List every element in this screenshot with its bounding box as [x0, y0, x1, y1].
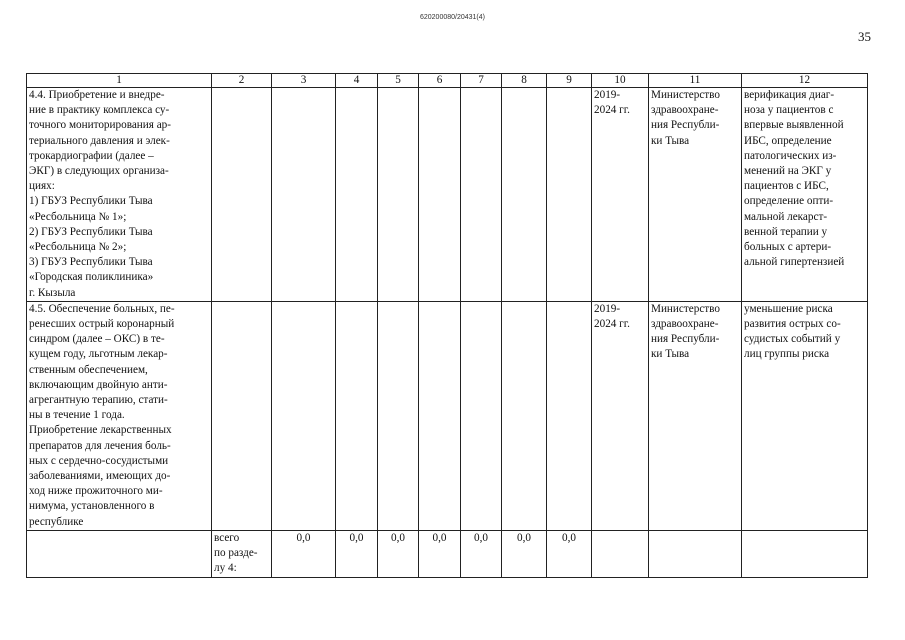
result-cell: верификация диаг- ноза у пациентов с впервые выявленной ИБС, определение патологических из- менений на ЭКГ у пациентов с ИБС, определение опти- мальной лекарст- венной терапии у больных с артери- альной гипертензией [742, 88, 868, 302]
column-number: 1 [27, 74, 212, 88]
column-number: 11 [649, 74, 742, 88]
total-label: всего по разде- лу 4: [212, 530, 272, 577]
empty-cell [502, 88, 547, 302]
column-number: 12 [742, 74, 868, 88]
table-row [27, 301, 868, 530]
measures-table [26, 73, 868, 578]
executor-cell: Министерство здравоохране- ния Республи- ки Тыва [649, 301, 742, 530]
empty-cell [272, 88, 336, 302]
page-number: 35 [858, 29, 871, 44]
column-number-row [27, 74, 868, 88]
document-id: 620200080/20431(4) [419, 14, 485, 21]
total-value: 0,0 [461, 530, 502, 577]
total-value: 0,0 [419, 530, 461, 577]
empty-cell [419, 301, 461, 530]
column-number: 7 [461, 74, 502, 88]
column-number: 8 [502, 74, 547, 88]
column-number: 4 [336, 74, 378, 88]
total-row [27, 530, 868, 577]
empty-cell [547, 301, 592, 530]
total-value: 0,0 [272, 530, 336, 577]
total-value: 0,0 [378, 530, 419, 577]
column-number: 5 [378, 74, 419, 88]
empty-cell [336, 88, 378, 302]
empty-cell [592, 530, 649, 577]
period-cell: 2019- 2024 гг. [592, 88, 649, 302]
column-number: 3 [272, 74, 336, 88]
column-number: 2 [212, 74, 272, 88]
table-row [27, 88, 868, 302]
total-value: 0,0 [502, 530, 547, 577]
column-number: 6 [419, 74, 461, 88]
column-number: 9 [547, 74, 592, 88]
empty-cell [336, 301, 378, 530]
empty-cell [742, 530, 868, 577]
empty-cell [547, 88, 592, 302]
executor-cell: Министерство здравоохране- ния Республи- ки Тыва [649, 88, 742, 302]
total-value: 0,0 [547, 530, 592, 577]
measure-cell: 4.4. Приобретение и внедре- ние в практику комплекса су- точного мониторирования ар- териального давления и элек- трокардиографии (далее – ЭКГ) в следующих организа- циях: 1) ГБУЗ Республики Тыва «Ресбольница № 1»; 2) ГБУЗ Республики Тыва «Ресбольница № 2»; 3) ГБУЗ Республики Тыва «Городская поликлиника» г. Кызыла [27, 88, 212, 302]
empty-cell [27, 530, 212, 577]
empty-cell [502, 301, 547, 530]
empty-cell [378, 301, 419, 530]
empty-cell [272, 301, 336, 530]
total-value: 0,0 [336, 530, 378, 577]
empty-cell [378, 88, 419, 302]
empty-cell [212, 301, 272, 530]
empty-cell [649, 530, 742, 577]
empty-cell [212, 88, 272, 302]
empty-cell [461, 301, 502, 530]
empty-cell [419, 88, 461, 302]
column-number: 10 [592, 74, 649, 88]
empty-cell [461, 88, 502, 302]
period-cell: 2019- 2024 гг. [592, 301, 649, 530]
measure-cell: 4.5. Обеспечение больных, пе- ренесших острый коронарный синдром (далее – ОКС) в те- кущем году, льготным лекар- ственным обеспечением, включающим двойную анти- агрегантную терапию, стати- ны в течение 1 года. Приобретение лекарственных препаратов для лечения боль- ных с сердечно-сосудистыми заболеваниями, имеющих до- ход ниже прожиточного ми- нимума, установленного в республике [27, 301, 212, 530]
result-cell: уменьшение риска развития острых со- судистых событий у лиц группы риска [742, 301, 868, 530]
